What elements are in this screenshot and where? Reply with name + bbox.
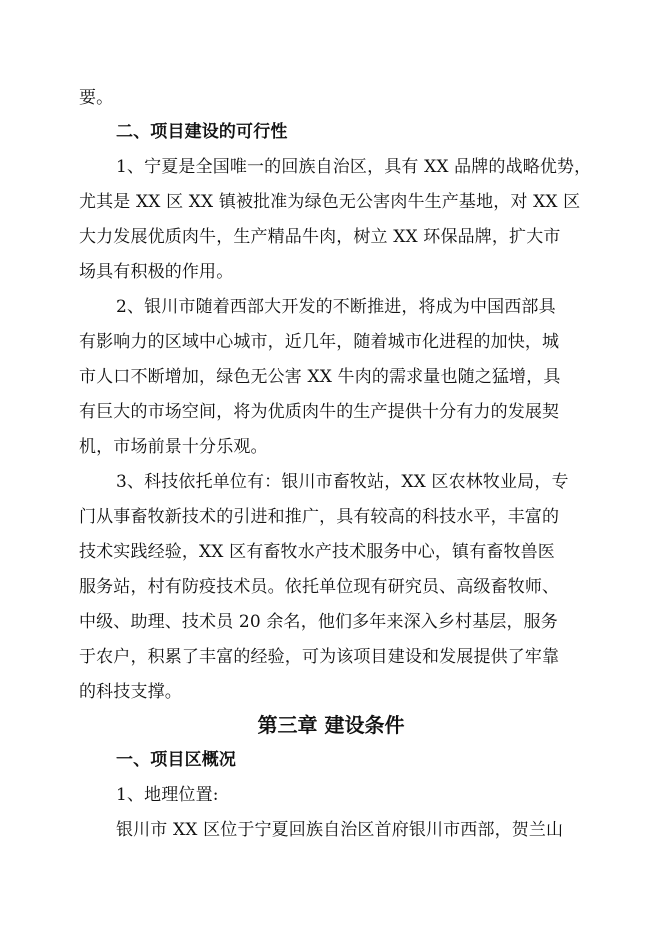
text-line: 大力发展优质肉牛，生产精品牛肉，树立 XX 环保品牌，扩大市 [79, 227, 561, 247]
text-line: 尤其是 XX 区 XX 镇被批准为绿色无公害肉牛生产基地，对 XX 区 [79, 192, 581, 212]
text-line: 技术实践经验，XX 区有畜牧水产技术服务中心，镇有畜牧兽医 [79, 542, 555, 562]
text-line: 门从事畜牧新技术的引进和推广，具有较高的科技水平，丰富的 [79, 507, 560, 527]
text-line: 场具有积极的作用。 [79, 262, 234, 282]
text-line: 要。 [79, 88, 114, 108]
text-line: 3、科技依托单位有：银川市畜牧站，XX 区农林牧业局，专 [116, 472, 569, 492]
text-line: 服务站，村有防疫技术员。依托单位现有研究员、高级畜牧师、 [79, 577, 560, 597]
text-line: 有巨大的市场空间，将为优质肉牛的生产提供十分有力的发展契 [79, 402, 560, 422]
text-line: 有影响力的区域中心城市，近几年，随着城市化进程的加快，城 [79, 332, 560, 352]
text-line: 中级、助理、技术员 20 余名，他们多年来深入乡村基层，服务 [79, 612, 558, 632]
section-heading: 二、项目建设的可行性 [116, 122, 288, 142]
text-line: 2、银川市随着西部大开发的不断推进，将成为中国西部具 [116, 297, 556, 317]
section-heading: 一、项目区概况 [116, 750, 237, 770]
text-line: 1、宁夏是全国唯一的回族自治区，具有 XX 品牌的战略优势， [116, 157, 592, 177]
text-line: 银川市 XX 区位于宁夏回族自治区首府银川市西部，贺兰山 [116, 820, 564, 840]
text-line: 1、地理位置: [116, 785, 219, 805]
text-line: 市人口不断增加，绿色无公害 XX 牛肉的需求量也随之猛增，具 [79, 367, 561, 387]
chapter-title: 第三章 建设条件 [257, 713, 405, 737]
text-line: 的科技支撑。 [79, 682, 182, 702]
text-line: 于农户，积累了丰富的经验，可为该项目建设和发展提供了牢靠 [79, 647, 560, 667]
text-line: 机，市场前景十分乐观。 [79, 437, 268, 457]
